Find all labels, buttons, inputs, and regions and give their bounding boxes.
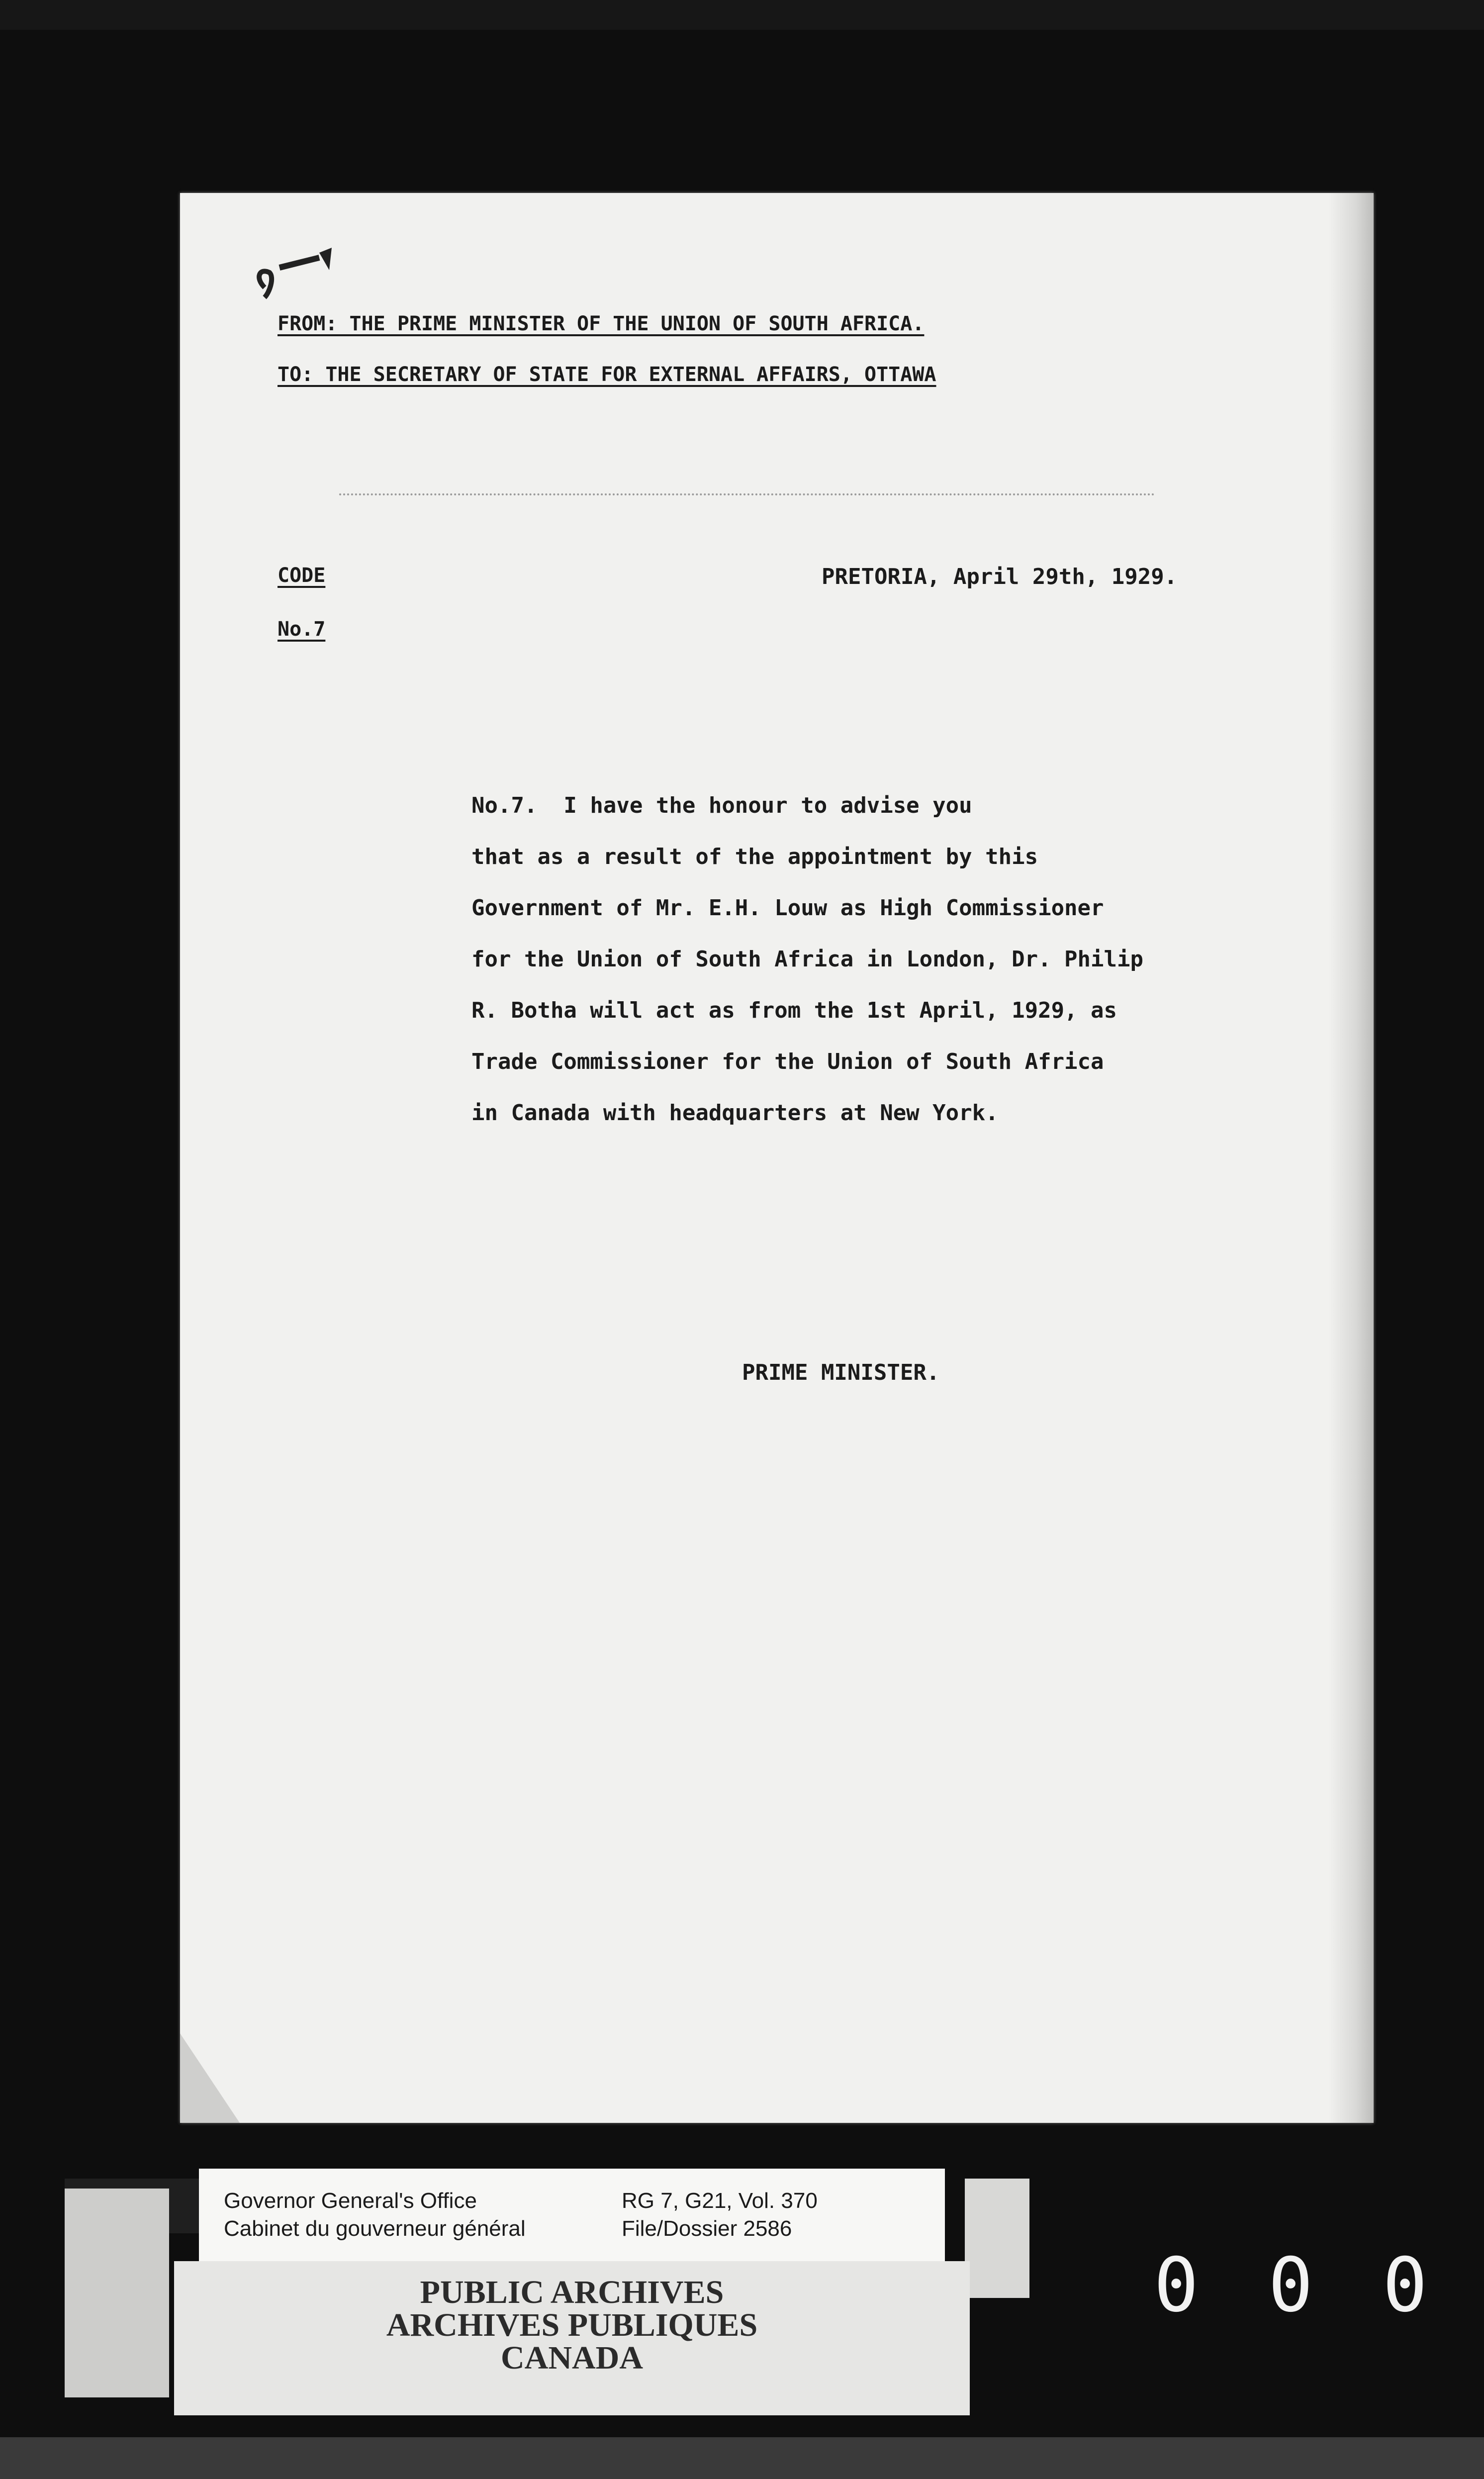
letter-page [180, 193, 1374, 2123]
pencil-scribble-icon [245, 223, 364, 312]
body-line: No.7. I have the honour to advise you [471, 793, 972, 818]
body-line: in Canada with headquarters at New York. [471, 1100, 999, 1126]
film-edge-top [0, 0, 1484, 30]
stamp-line-country: CANADA [501, 2340, 643, 2376]
to-line: TO: THE SECRETARY OF STATE FOR EXTERNAL AFFAIRS, OTTAWA [278, 363, 936, 386]
letter-body [471, 780, 1287, 1139]
body-line: that as a result of the appointment by this [471, 844, 1038, 869]
page-bent-corner [180, 2033, 240, 2123]
frame-digit: 0 [1268, 2242, 1313, 2329]
body-line: Government of Mr. E.H. Louw as High Commissioner [471, 895, 1104, 921]
code-label: CODE [278, 564, 326, 587]
archive-reference-label [199, 2169, 945, 2268]
dotted-separator [339, 493, 1155, 495]
office-name-fr: Cabinet du gouverneur général [224, 2216, 526, 2241]
file-number: File/Dossier 2586 [622, 2216, 792, 2241]
frame-digit: 0 [1154, 2242, 1199, 2329]
body-line: Trade Commissioner for the Union of South Africa [471, 1049, 1104, 1074]
stamp-line-en: PUBLIC ARCHIVES [420, 2274, 724, 2310]
dateline: PRETORIA, April 29th, 1929. [822, 564, 1178, 589]
record-group-reference: RG 7, G21, Vol. 370 [622, 2189, 818, 2213]
office-name-en: Governor General's Office [224, 2189, 477, 2213]
stamp-line-fr: ARCHIVES PUBLIQUES [386, 2307, 758, 2343]
film-edge-bottom [0, 2437, 1484, 2479]
signature: PRIME MINISTER. [742, 1360, 940, 1385]
public-archives-stamp [174, 2261, 970, 2415]
frame-digit: 0 [1383, 2242, 1428, 2329]
body-line: for the Union of South Africa in London, Dr. Philip [471, 947, 1144, 972]
film-tab-left [65, 2189, 169, 2397]
from-line: FROM: THE PRIME MINISTER OF THE UNION OF SOUTH AFRICA. [278, 312, 925, 335]
body-line: R. Botha will act as from the 1st April, 1929, as [471, 998, 1117, 1023]
code-number: No.7 [278, 618, 326, 641]
page-fold-shadow [1329, 193, 1374, 2123]
film-tab-right [965, 2179, 1029, 2298]
